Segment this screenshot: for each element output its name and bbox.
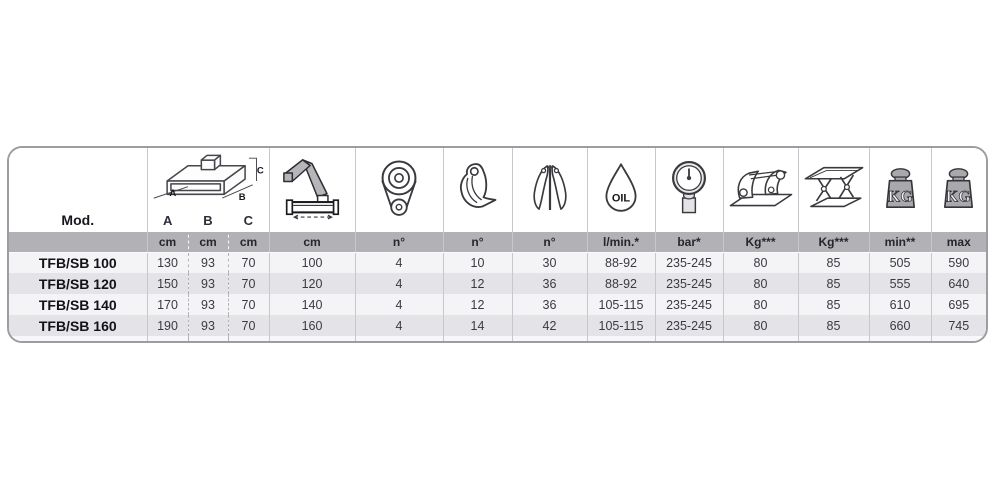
- dim-letter-a: A: [169, 188, 177, 200]
- value-cell: 85: [798, 252, 869, 273]
- value-cell: 93: [188, 315, 228, 336]
- header-cell-blades: [512, 148, 587, 232]
- value-cell: 85: [798, 294, 869, 315]
- header-cell-weight-max: [931, 148, 986, 232]
- value-cell: 235-245: [655, 273, 723, 294]
- dim-label-b: B: [203, 213, 213, 228]
- value-cell: 235-245: [655, 294, 723, 315]
- unit-cell: l/min.*: [587, 232, 655, 252]
- header-cell-oil-flow: [587, 148, 655, 232]
- unit-cell: n°: [355, 232, 443, 252]
- value-cell: 93: [188, 252, 228, 273]
- unit-cell: n°: [443, 232, 512, 252]
- boom-arm-icon: [282, 155, 342, 221]
- unit-cell: cm: [228, 232, 269, 252]
- kg-weight-icon: [884, 167, 917, 209]
- header-cell-transmission: [355, 148, 443, 232]
- bottom-filler-row: [9, 336, 986, 341]
- value-cell: 695: [931, 294, 986, 315]
- dim-label-a: A: [162, 213, 173, 228]
- table-row: [9, 294, 986, 315]
- value-cell: 555: [869, 273, 931, 294]
- pressure-gauge-icon: [669, 159, 709, 217]
- value-cell: 660: [869, 315, 931, 336]
- kg-label: KG: [946, 188, 972, 206]
- unit-cell: min**: [869, 232, 931, 252]
- header-cell-pressure: [655, 148, 723, 232]
- units-empty-cell: [9, 232, 147, 252]
- value-cell: 160: [269, 315, 355, 336]
- value-cell: 190: [147, 315, 188, 336]
- unit-cell: cm: [269, 232, 355, 252]
- value-cell: 10: [443, 252, 512, 273]
- value-cell: 80: [723, 315, 798, 336]
- value-cell: 235-245: [655, 252, 723, 273]
- oil-label: OIL: [611, 192, 631, 205]
- header-cell-mount: [723, 148, 798, 232]
- value-cell: 105-115: [587, 315, 655, 336]
- unit-cell: n°: [512, 232, 587, 252]
- model-cell: TFB/SB 140: [9, 294, 147, 315]
- value-cell: 150: [147, 273, 188, 294]
- model-cell: TFB/SB 120: [9, 273, 147, 294]
- value-cell: 12: [443, 273, 512, 294]
- value-cell: 590: [931, 252, 986, 273]
- machine-dimensions-icon: [150, 150, 266, 212]
- table-row: [9, 315, 986, 336]
- specification-table: [9, 148, 986, 341]
- value-cell: 93: [188, 273, 228, 294]
- value-cell: 88-92: [587, 252, 655, 273]
- belt-transmission-icon: [378, 159, 420, 217]
- value-cell: 93: [188, 294, 228, 315]
- units-row: [9, 232, 986, 252]
- value-cell: 610: [869, 294, 931, 315]
- dim-letter-c: C: [256, 165, 264, 177]
- value-cell: 745: [931, 315, 986, 336]
- value-cell: 70: [228, 252, 269, 273]
- y-blades-icon: [528, 161, 572, 215]
- value-cell: 235-245: [655, 315, 723, 336]
- icon-header-row: [9, 148, 986, 232]
- unit-cell: cm: [147, 232, 188, 252]
- value-cell: 120: [269, 273, 355, 294]
- spec-table: [7, 146, 988, 343]
- mod-header: Mod.: [9, 148, 147, 232]
- value-cell: 36: [512, 294, 587, 315]
- value-cell: 170: [147, 294, 188, 315]
- unit-cell: cm: [188, 232, 228, 252]
- unit-cell: Kg***: [723, 232, 798, 252]
- value-cell: 4: [355, 252, 443, 273]
- kg-weight-icon: [942, 167, 975, 209]
- value-cell: 4: [355, 294, 443, 315]
- linkage-mount-icon: [728, 163, 794, 213]
- model-cell: TFB/SB 160: [9, 315, 147, 336]
- value-cell: 80: [723, 273, 798, 294]
- oil-drop-icon: [600, 161, 642, 215]
- header-cell-boom: [269, 148, 355, 232]
- value-cell: 30: [512, 252, 587, 273]
- value-cell: 4: [355, 273, 443, 294]
- header-cell-weight-min: [869, 148, 931, 232]
- value-cell: 14: [443, 315, 512, 336]
- kg-label: KG: [887, 188, 913, 206]
- header-cell-hammers: [443, 148, 512, 232]
- value-cell: 505: [869, 252, 931, 273]
- dimension-labels: [148, 212, 269, 232]
- value-cell: 80: [723, 294, 798, 315]
- value-cell: 70: [228, 294, 269, 315]
- value-cell: 70: [228, 273, 269, 294]
- value-cell: 12: [443, 294, 512, 315]
- unit-cell: bar*: [655, 232, 723, 252]
- value-cell: 70: [228, 315, 269, 336]
- value-cell: 85: [798, 273, 869, 294]
- unit-cell: Kg***: [798, 232, 869, 252]
- header-cell-stand: [798, 148, 869, 232]
- support-stand-icon: [803, 164, 865, 212]
- table-row: [9, 252, 986, 273]
- dim-label-c: C: [243, 213, 254, 228]
- unit-cell: max: [931, 232, 986, 252]
- table-row: [9, 273, 986, 294]
- value-cell: 80: [723, 252, 798, 273]
- model-cell: TFB/SB 100: [9, 252, 147, 273]
- value-cell: 88-92: [587, 273, 655, 294]
- value-cell: 36: [512, 273, 587, 294]
- value-cell: 85: [798, 315, 869, 336]
- value-cell: 105-115: [587, 294, 655, 315]
- value-cell: 130: [147, 252, 188, 273]
- value-cell: 42: [512, 315, 587, 336]
- header-cell-dimensions: [147, 148, 269, 232]
- dim-letter-b: B: [238, 192, 246, 204]
- value-cell: 140: [269, 294, 355, 315]
- flail-hammer-icon: [455, 161, 501, 215]
- value-cell: 4: [355, 315, 443, 336]
- value-cell: 100: [269, 252, 355, 273]
- value-cell: 640: [931, 273, 986, 294]
